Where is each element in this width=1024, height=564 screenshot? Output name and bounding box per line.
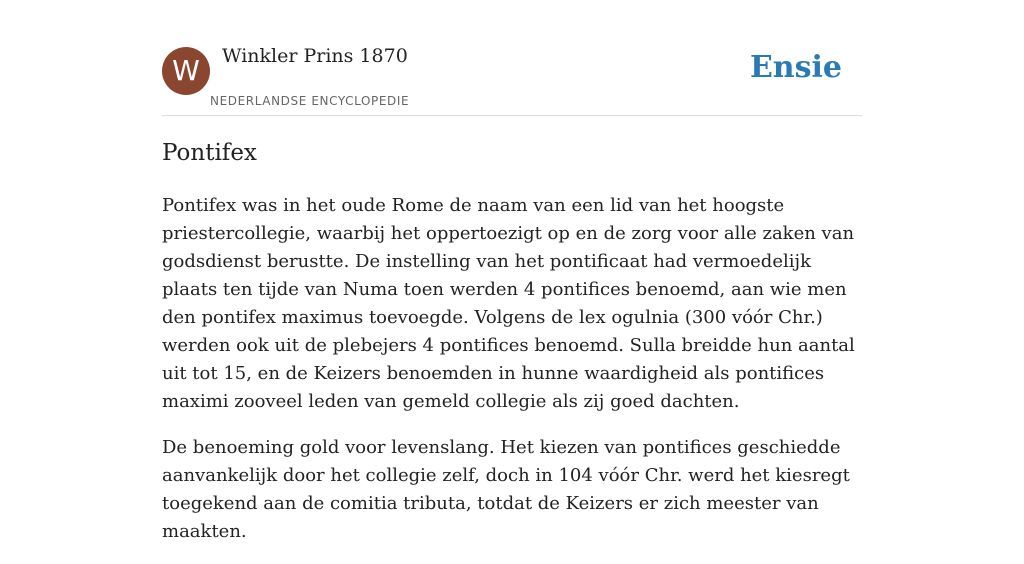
article-body <box>162 192 867 564</box>
header <box>162 0 862 116</box>
page <box>162 0 862 542</box>
source-subtitle: NEDERLANDSE ENCYCLOPEDIE <box>210 94 410 108</box>
avatar[interactable]: W <box>162 47 210 95</box>
article-paragraph: De benoeming gold voor levenslang. Het kiezen van pontifices geschiedde aanvankelijk door het collegie zelf, doch in 104 vóór Chr. werd het kiesregt toegekend aan de comitia tributa, totdat de Keizers er zich meester van maakten. <box>162 437 850 542</box>
article-title: Pontifex <box>162 140 257 166</box>
ensie-logo[interactable]: Ensie <box>749 50 842 85</box>
source-title[interactable]: Winkler Prins 1870 <box>222 45 408 67</box>
article-paragraph: Pontifex was in het oude Rome de naam van een lid van het hoogste priestercollegie, waarbij het oppertoezigt op en de zorg voor alle zaken van godsdienst berustte. De instelling van het pontificaat had vermoedelijk plaats ten tijde van Numa toen werden 4 pontifices benoemd, aan wie men den pontifex maximus toevoegde. Volgens de lex ogulnia (300 vóór Chr.) werden ook uit de plebejers 4 pontifices benoemd. Sulla breidde hun aantal uit tot 15, en de Keizers benoemden in hunne waardigheid als pontifices maximi zooveel leden van gemeld collegie als zij goed dachten. <box>162 195 855 412</box>
